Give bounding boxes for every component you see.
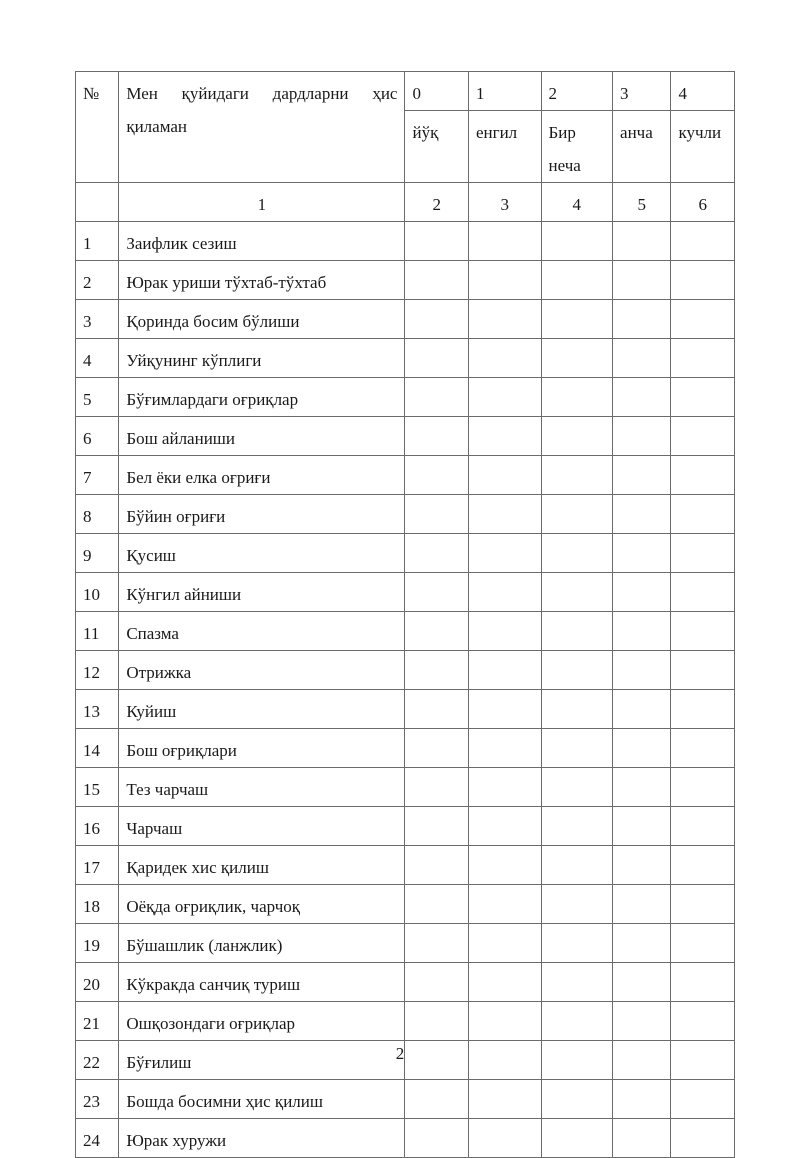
rating-cell[interactable] — [468, 963, 541, 1002]
rating-cell[interactable] — [671, 690, 735, 729]
rating-cell[interactable] — [613, 690, 671, 729]
symptom-row — [76, 963, 735, 1002]
rating-cell[interactable] — [468, 378, 541, 417]
scale-label-1: енгил — [468, 111, 541, 183]
symptom-row — [76, 573, 735, 612]
rating-cell[interactable] — [613, 300, 671, 339]
rating-cell[interactable] — [541, 495, 613, 534]
symptom-number: 17 — [76, 846, 119, 885]
rating-cell[interactable] — [613, 495, 671, 534]
rating-cell[interactable] — [468, 1119, 541, 1158]
symptom-row — [76, 612, 735, 651]
rating-cell[interactable] — [405, 417, 468, 456]
rating-cell[interactable] — [405, 690, 468, 729]
rating-cell[interactable] — [671, 651, 735, 690]
rating-cell[interactable] — [405, 807, 468, 846]
symptom-number: 10 — [76, 573, 119, 612]
rating-cell[interactable] — [541, 300, 613, 339]
rating-cell[interactable] — [613, 456, 671, 495]
rating-cell[interactable] — [613, 1119, 671, 1158]
symptom-row — [76, 1119, 735, 1158]
rating-cell[interactable] — [613, 768, 671, 807]
symptom-text: Бўғилиш — [119, 1041, 405, 1080]
rating-cell[interactable] — [405, 300, 468, 339]
rating-cell[interactable] — [541, 963, 613, 1002]
symptom-row — [76, 846, 735, 885]
rating-cell[interactable] — [671, 495, 735, 534]
symptom-row — [76, 456, 735, 495]
rating-cell[interactable] — [468, 534, 541, 573]
rating-cell[interactable] — [405, 612, 468, 651]
symptom-row — [76, 417, 735, 456]
rating-cell[interactable] — [405, 339, 468, 378]
rating-cell[interactable] — [468, 651, 541, 690]
rating-cell[interactable] — [541, 612, 613, 651]
symptom-number: 21 — [76, 1002, 119, 1041]
symptom-number: 11 — [76, 612, 119, 651]
rating-cell[interactable] — [671, 963, 735, 1002]
rating-cell[interactable] — [671, 729, 735, 768]
rating-cell[interactable] — [405, 924, 468, 963]
rating-cell[interactable] — [541, 924, 613, 963]
rating-cell[interactable] — [405, 963, 468, 1002]
rating-cell[interactable] — [405, 495, 468, 534]
symptom-number: 9 — [76, 534, 119, 573]
symptom-text: Бош айланиши — [119, 417, 405, 456]
rating-cell[interactable] — [405, 1002, 468, 1041]
rating-cell[interactable] — [613, 534, 671, 573]
rating-cell[interactable] — [541, 378, 613, 417]
symptom-number: 15 — [76, 768, 119, 807]
column-number: 2 — [405, 183, 468, 222]
rating-cell[interactable] — [541, 690, 613, 729]
rating-cell[interactable] — [541, 846, 613, 885]
symptom-text: Отрижка — [119, 651, 405, 690]
symptom-row — [76, 729, 735, 768]
rating-cell[interactable] — [468, 768, 541, 807]
symptom-number: 5 — [76, 378, 119, 417]
column-number: 1 — [119, 183, 405, 222]
rating-cell[interactable] — [468, 1080, 541, 1119]
rating-cell[interactable] — [468, 573, 541, 612]
rating-cell[interactable] — [468, 846, 541, 885]
symptom-row — [76, 651, 735, 690]
header-question-cell: Мен қуйидаги дардларни ҳис қиламан — [119, 72, 405, 183]
rating-cell[interactable] — [671, 807, 735, 846]
symptom-text: Кўкракда санчиқ туриш — [119, 963, 405, 1002]
rating-cell[interactable] — [671, 573, 735, 612]
rating-cell[interactable] — [613, 1080, 671, 1119]
rating-cell[interactable] — [541, 729, 613, 768]
symptom-text: Куйиш — [119, 690, 405, 729]
symptom-row — [76, 690, 735, 729]
scale-value-3: 3 — [613, 72, 671, 111]
rating-cell[interactable] — [671, 417, 735, 456]
symptom-number: 18 — [76, 885, 119, 924]
rating-cell[interactable] — [671, 339, 735, 378]
scale-label-0: йўқ — [405, 111, 468, 183]
symptom-number: 2 — [76, 261, 119, 300]
rating-cell[interactable] — [671, 534, 735, 573]
scale-label-4: кучли — [671, 111, 735, 183]
scale-label-3: анча — [613, 111, 671, 183]
symptom-number: 6 — [76, 417, 119, 456]
rating-cell[interactable] — [613, 417, 671, 456]
symptom-number: 12 — [76, 651, 119, 690]
symptom-number: 22 — [76, 1041, 119, 1080]
rating-cell[interactable] — [613, 573, 671, 612]
symptom-text: Ошқозондаги оғриқлар — [119, 1002, 405, 1041]
symptom-text: Қусиш — [119, 534, 405, 573]
rating-cell[interactable] — [405, 1080, 468, 1119]
symptom-number: 23 — [76, 1080, 119, 1119]
symptom-text: Бўйин оғриғи — [119, 495, 405, 534]
rating-cell[interactable] — [405, 885, 468, 924]
scale-value-4: 4 — [671, 72, 735, 111]
rating-cell[interactable] — [541, 1080, 613, 1119]
rating-cell[interactable] — [405, 456, 468, 495]
rating-cell[interactable] — [468, 300, 541, 339]
rating-cell[interactable] — [671, 378, 735, 417]
rating-cell[interactable] — [405, 729, 468, 768]
rating-cell[interactable] — [541, 261, 613, 300]
column-number-row — [76, 183, 735, 222]
rating-cell[interactable] — [405, 1119, 468, 1158]
rating-cell[interactable] — [468, 807, 541, 846]
symptom-text: Спазма — [119, 612, 405, 651]
symptom-row — [76, 768, 735, 807]
symptom-row — [76, 261, 735, 300]
rating-cell[interactable] — [613, 339, 671, 378]
scale-value-2: 2 — [541, 72, 613, 111]
rating-cell[interactable] — [613, 222, 671, 261]
rating-cell[interactable] — [405, 534, 468, 573]
rating-cell[interactable] — [671, 885, 735, 924]
rating-cell[interactable] — [671, 846, 735, 885]
symptom-number: 4 — [76, 339, 119, 378]
symptom-number: 7 — [76, 456, 119, 495]
symptom-text: Бўғимлардаги оғриқлар — [119, 378, 405, 417]
rating-cell[interactable] — [405, 222, 468, 261]
rating-cell[interactable] — [541, 1119, 613, 1158]
rating-cell[interactable] — [405, 573, 468, 612]
rating-cell[interactable] — [541, 651, 613, 690]
rating-cell[interactable] — [671, 768, 735, 807]
rating-cell[interactable] — [613, 612, 671, 651]
symptom-number: 19 — [76, 924, 119, 963]
rating-cell[interactable] — [613, 378, 671, 417]
rating-cell[interactable] — [468, 456, 541, 495]
symptom-text: Бош оғриқлари — [119, 729, 405, 768]
column-number: 5 — [613, 183, 671, 222]
symptom-row — [76, 495, 735, 534]
rating-cell[interactable] — [613, 963, 671, 1002]
symptom-number: 13 — [76, 690, 119, 729]
rating-cell[interactable] — [405, 261, 468, 300]
rating-cell[interactable] — [468, 729, 541, 768]
rating-cell[interactable] — [613, 924, 671, 963]
symptom-number: 20 — [76, 963, 119, 1002]
symptom-text: Бўшашлик (ланжлик) — [119, 924, 405, 963]
rating-cell[interactable] — [541, 885, 613, 924]
symptom-row — [76, 885, 735, 924]
rating-cell[interactable] — [613, 261, 671, 300]
rating-cell[interactable] — [671, 300, 735, 339]
rating-cell[interactable] — [405, 768, 468, 807]
rating-cell[interactable] — [671, 1119, 735, 1158]
scale-value-1: 1 — [468, 72, 541, 111]
symptom-rating-table — [75, 71, 735, 1158]
rating-cell[interactable] — [613, 651, 671, 690]
rating-cell[interactable] — [405, 846, 468, 885]
rating-cell[interactable] — [541, 456, 613, 495]
symptom-number: 3 — [76, 300, 119, 339]
rating-cell[interactable] — [468, 885, 541, 924]
rating-cell[interactable] — [613, 1002, 671, 1041]
symptom-row — [76, 339, 735, 378]
symptom-text: Бошда босимни ҳис қилиш — [119, 1080, 405, 1119]
symptom-text: Қоринда босим бўлиши — [119, 300, 405, 339]
symptom-text: Қаридек хис қилиш — [119, 846, 405, 885]
rating-cell[interactable] — [541, 417, 613, 456]
symptom-text: Тез чарчаш — [119, 768, 405, 807]
rating-cell[interactable] — [541, 222, 613, 261]
symptom-text: Юрак уриши тўхтаб-тўхтаб — [119, 261, 405, 300]
rating-cell[interactable] — [613, 885, 671, 924]
rating-cell[interactable] — [541, 534, 613, 573]
symptom-number: 24 — [76, 1119, 119, 1158]
page-number: 2 — [395, 1044, 405, 1063]
symptom-row — [76, 924, 735, 963]
rating-cell[interactable] — [671, 1002, 735, 1041]
symptom-row — [76, 222, 735, 261]
symptom-number: 14 — [76, 729, 119, 768]
rating-cell[interactable] — [541, 807, 613, 846]
column-number: 6 — [671, 183, 735, 222]
rating-cell[interactable] — [613, 807, 671, 846]
column-number-blank — [76, 183, 119, 222]
column-number: 4 — [541, 183, 613, 222]
rating-cell[interactable] — [671, 1080, 735, 1119]
header-number-cell: № — [76, 72, 119, 183]
rating-cell[interactable] — [613, 846, 671, 885]
rating-cell[interactable] — [468, 261, 541, 300]
rating-cell[interactable] — [468, 339, 541, 378]
rating-cell[interactable] — [541, 573, 613, 612]
symptom-row — [76, 1080, 735, 1119]
rating-cell[interactable] — [405, 651, 468, 690]
rating-cell[interactable] — [541, 1002, 613, 1041]
symptom-number: 8 — [76, 495, 119, 534]
rating-cell[interactable] — [671, 261, 735, 300]
symptom-row — [76, 1002, 735, 1041]
rating-cell[interactable] — [468, 612, 541, 651]
symptom-row — [76, 378, 735, 417]
rating-cell[interactable] — [468, 924, 541, 963]
symptom-row — [76, 807, 735, 846]
symptom-text: Оёқда оғриқлик, чарчоқ — [119, 885, 405, 924]
symptom-number: 1 — [76, 222, 119, 261]
rating-cell[interactable] — [468, 495, 541, 534]
rating-cell[interactable] — [405, 378, 468, 417]
header-row-scale-values — [76, 72, 735, 111]
column-number: 3 — [468, 183, 541, 222]
symptom-text: Уйқунинг кўплиги — [119, 339, 405, 378]
symptom-text: Заифлик сезиш — [119, 222, 405, 261]
rating-cell[interactable] — [671, 222, 735, 261]
symptom-text: Юрак хуружи — [119, 1119, 405, 1158]
scale-label-2: Бир неча — [541, 111, 613, 183]
symptom-row — [76, 300, 735, 339]
scale-value-0: 0 — [405, 72, 468, 111]
rating-cell[interactable] — [671, 924, 735, 963]
symptom-text: Чарчаш — [119, 807, 405, 846]
rating-cell[interactable] — [468, 222, 541, 261]
rating-cell[interactable] — [671, 612, 735, 651]
rating-cell[interactable] — [468, 417, 541, 456]
symptom-text: Бел ёки елка оғриғи — [119, 456, 405, 495]
rating-cell[interactable] — [541, 768, 613, 807]
symptom-number: 16 — [76, 807, 119, 846]
symptom-row — [76, 534, 735, 573]
symptom-text: Кўнгил айниши — [119, 573, 405, 612]
rating-cell[interactable] — [468, 690, 541, 729]
rating-cell[interactable] — [468, 1002, 541, 1041]
rating-cell[interactable] — [613, 729, 671, 768]
rating-cell[interactable] — [671, 456, 735, 495]
rating-cell[interactable] — [541, 339, 613, 378]
